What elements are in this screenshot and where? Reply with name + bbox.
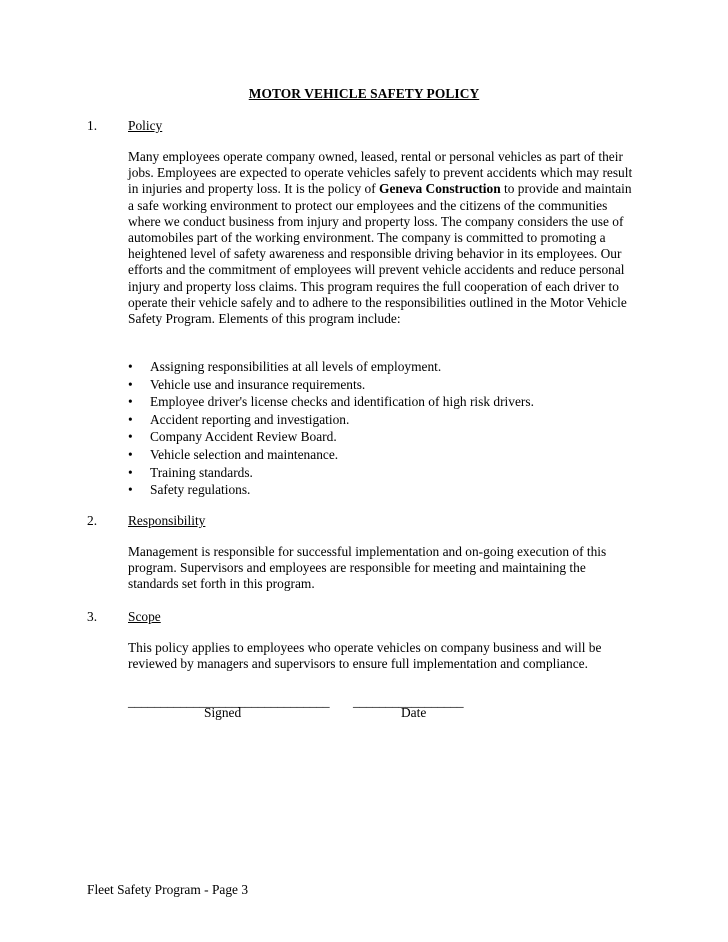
- signed-label: Signed: [204, 705, 242, 720]
- bullet-icon: •: [128, 482, 133, 498]
- list-item: [128, 464, 534, 482]
- bullet-icon: •: [128, 464, 133, 480]
- bullet-icon: •: [128, 394, 133, 410]
- bullet-icon: •: [128, 429, 133, 445]
- list-item-text: Vehicle selection and maintenance.: [150, 446, 339, 462]
- list-item: [128, 393, 534, 411]
- list-item-text: Company Accident Review Board.: [150, 429, 337, 445]
- date-label: Date: [401, 705, 427, 720]
- list-item: [128, 411, 534, 429]
- company-name: Geneva Construction: [379, 181, 501, 197]
- list-item-text: Safety regulations.: [150, 482, 251, 498]
- list-item: [128, 481, 534, 499]
- list-item: [128, 428, 534, 446]
- page-title: MOTOR VEHICLE SAFETY POLICY: [248, 86, 480, 101]
- bullet-icon: •: [128, 359, 133, 374]
- signature-line[interactable]: _______________________________: [128, 694, 330, 709]
- section-2-number: 2.: [87, 513, 98, 528]
- list-item: [128, 446, 534, 464]
- section-1-paragraph: [128, 149, 638, 327]
- date-line[interactable]: _________________: [353, 694, 464, 709]
- list-item-text: Employee driver's license checks and identification of high risk drivers.: [150, 394, 534, 410]
- list-item-text: Vehicle use and insurance requirements.: [150, 376, 366, 392]
- list-item-text: Training standards.: [150, 464, 253, 480]
- section-3-number: 3.: [87, 609, 98, 624]
- section-2-paragraph: Management is responsible for successful implementation and on-going execution of this program. Supervisors and employees are responsible for meeting and maintaining the standards set forth in this program.: [128, 544, 607, 592]
- bullet-icon: •: [128, 376, 133, 392]
- section-2-heading: Responsibility: [128, 513, 206, 528]
- section-1-number: 1.: [87, 118, 98, 133]
- bullet-icon: •: [128, 446, 133, 462]
- list-item: [128, 358, 534, 376]
- list-item-text: Accident reporting and investigation.: [150, 411, 350, 427]
- section-1-heading: Policy: [128, 118, 163, 133]
- page-footer: Fleet Safety Program - Page 3: [87, 882, 249, 897]
- section-3-heading: Scope: [128, 609, 161, 624]
- section-1-text-before: Many employees operate company owned, leased, rental or personal vehicles as part of their jobs. Employees are expected to operate vehicles safely to prevent accidents which may result in injuries and property loss. It is the policy of: [128, 149, 633, 197]
- section-1-text-after: to provide and maintain a safe working environment to protect our employees and the citizens of the communities where we conduct business from injury and property loss. The company considers the use of automobiles part of the working environment. The company is committed to promoting a heightened level of safety awareness and responsible driving behavior in its employees. Our efforts and the commitment of employees will prevent vehicle accidents and reduce personal injury and property loss claims. This program requires the full cooperation of each driver to operate their vehicle safely and to adhere to the responsibilities outlined in the Motor Vehicle Safety Program. Elements of this program include:: [128, 181, 632, 327]
- program-elements-list: [128, 358, 534, 499]
- list-item: [128, 376, 534, 394]
- list-item-text: Assigning responsibilities at all levels of employment.: [150, 359, 442, 374]
- bullet-icon: •: [128, 411, 133, 427]
- section-3-paragraph: This policy applies to employees who operate vehicles on company business and will be reviewed by managers and supervisors to ensure full implementation and compliance.: [128, 640, 602, 672]
